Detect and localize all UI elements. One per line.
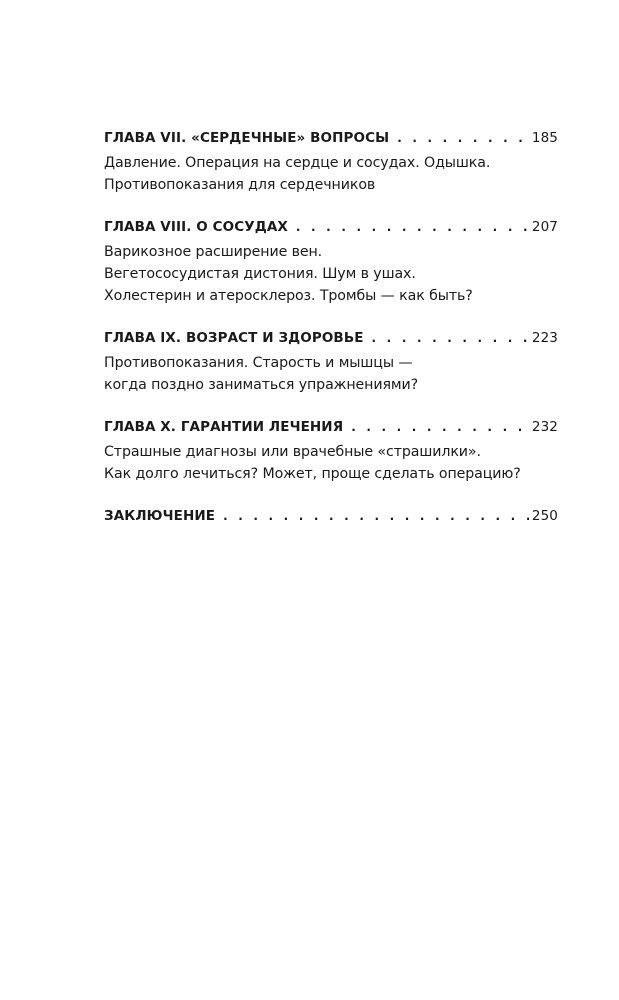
chapter-row xyxy=(104,127,558,149)
topic-line: Варикозное расширение вен. xyxy=(104,244,323,260)
toc-entry-chapter-10 xyxy=(104,416,558,485)
chapter-title: ГЛАВА X. ГАРАНТИИ ЛЕЧЕНИЯ xyxy=(104,419,344,435)
chapter-title: ГЛАВА VIII. О СОСУДАХ xyxy=(104,219,288,235)
page-number: 185 xyxy=(531,130,558,146)
chapter-topics xyxy=(104,441,558,485)
chapter-title: ГЛАВА VII. «СЕРДЕЧНЫЕ» ВОПРОСЫ xyxy=(104,130,390,146)
page-number: 223 xyxy=(531,330,558,346)
dot-leader xyxy=(372,327,529,349)
chapter-row xyxy=(104,505,558,527)
topic-line: Как долго лечиться? Может, проще сделать операцию? xyxy=(104,466,521,482)
toc-entry-conclusion xyxy=(104,505,558,527)
chapter-row xyxy=(104,216,558,238)
topic-line: Страшные диагнозы или врачебные «страшилки». xyxy=(104,444,481,460)
chapter-topics xyxy=(104,241,558,307)
table-of-contents xyxy=(104,127,558,547)
topic-line: Холестерин и атеросклероз. Тромбы — как быть? xyxy=(104,288,473,304)
topic-line: Противопоказания. Старость и мышцы — xyxy=(104,355,413,371)
topic-line: Давление. Операция на сердце и сосудах. Одышка. xyxy=(104,155,491,171)
chapter-row xyxy=(104,416,558,438)
page-number: 207 xyxy=(531,219,558,235)
dot-leader xyxy=(351,416,529,438)
topic-line: когда поздно заниматься упражнениями? xyxy=(104,377,419,393)
dot-leader xyxy=(223,505,529,527)
toc-entry-chapter-8 xyxy=(104,216,558,307)
topic-line: Вегетососудистая дистония. Шум в ушах. xyxy=(104,266,416,282)
toc-entry-chapter-9 xyxy=(104,327,558,396)
topic-line: Противопоказания для сердечников xyxy=(104,177,376,193)
page-number: 232 xyxy=(531,419,558,435)
chapter-title: ЗАКЛЮЧЕНИЕ xyxy=(104,508,216,524)
chapter-row xyxy=(104,327,558,349)
chapter-title: ГЛАВА IX. ВОЗРАСТ И ЗДОРОВЬЕ xyxy=(104,330,364,346)
chapter-topics xyxy=(104,352,558,396)
dot-leader xyxy=(397,127,529,149)
dot-leader xyxy=(296,216,529,238)
chapter-topics xyxy=(104,152,558,196)
toc-entry-chapter-7 xyxy=(104,127,558,196)
page-number: 250 xyxy=(531,508,558,524)
